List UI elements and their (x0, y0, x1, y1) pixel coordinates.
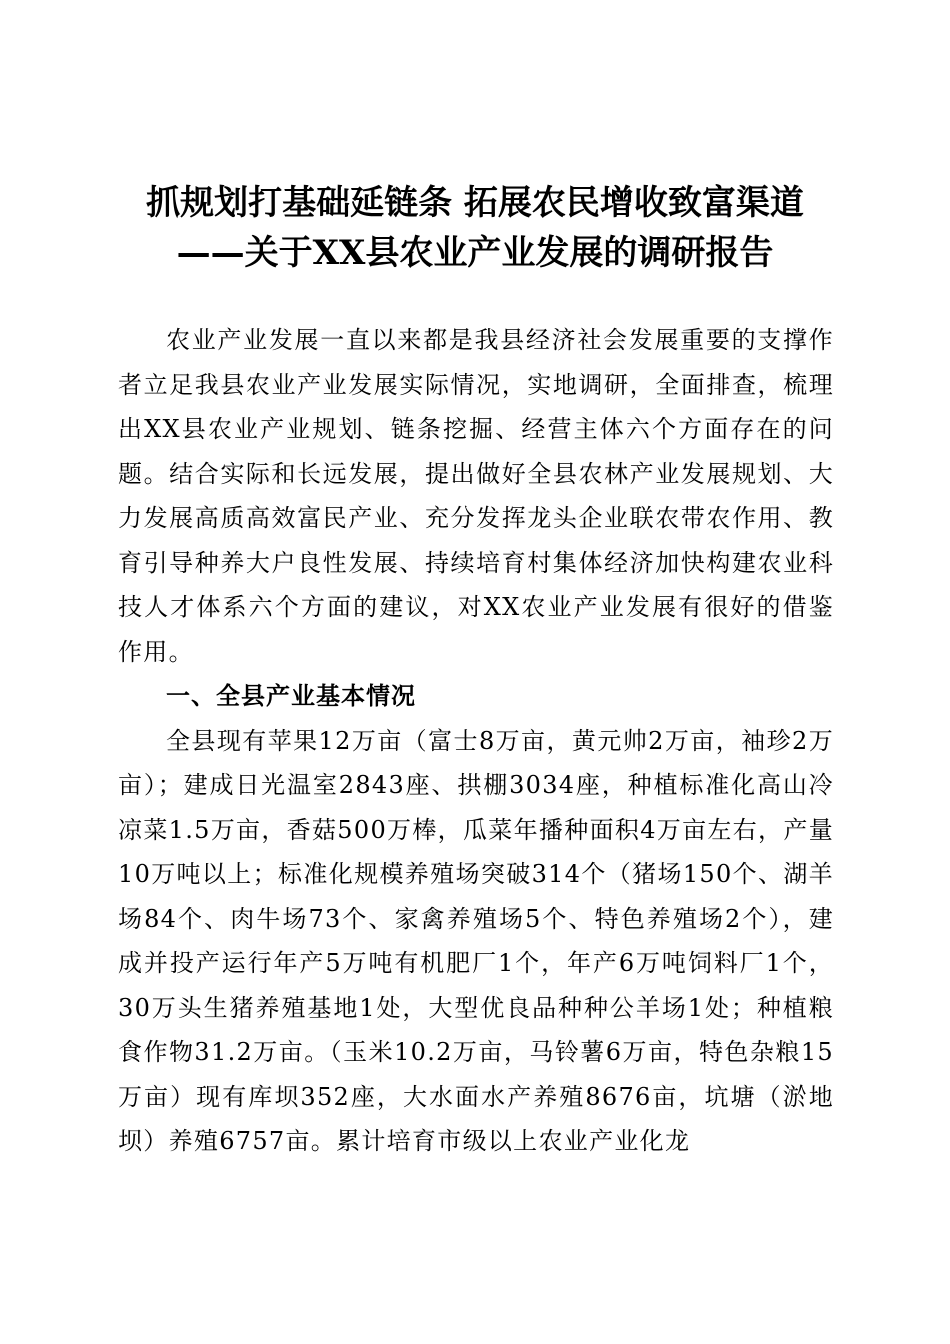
intro-paragraph: 农业产业发展一直以来都是我县经济社会发展重要的支撑作者立足我县农业产业发展实际情况，实地调研，全面排查，梳理出XX县农业产业规划、链条挖掘、经营主体六个方面存在的问题。结合实际和长远发展，提出做好全县农林产业发展规划、大力发展高质高效富民产业、充分发挥龙头企业联农带农作用、教育引导种养大户良性发展、持续培育村集体经济加快构建农业科技人才体系六个方面的建议，对XX农业产业发展有很好的借鉴作用。 (118, 326, 834, 666)
section-paragraph: 全县现有苹果12万亩（富士8万亩，黄元帅2万亩，袖珍2万亩）；建成日光温室2843座、拱棚3034座，种植标准化高山冷凉菜1.5万亩，香菇500万棒，瓜菜年播种面积4万亩左右，产量10万吨以上；标准化规模养殖场突破314个（猪场150个、湖羊场84个、肉牛场73个、家禽养殖场5个、特色养殖场2个），建成并投产运行年产5万吨有机肥厂1个，年产6万吨饲料厂1个，30万头生猪养殖基地1处，大型优良品种种公羊场1处；种植粮食作物31.2万亩。（玉米10.2万亩，马铃薯6万亩，特色杂粮15万亩）现有库坝352座，大水面水产养殖8676亩，坑塘（淤地坝）养殖6757亩。累计培育市级以上农业产业化龙 (118, 726, 834, 1155)
document-title (60, 178, 890, 278)
document-body (118, 318, 834, 1164)
title-subtitle: ——关于XX县农业产业发展的调研报告 (176, 233, 774, 273)
title-main: 抓规划打基础延链条 拓展农民增收致富渠道 (146, 183, 804, 223)
section-heading: 一、全县产业基本情况 (166, 682, 416, 710)
